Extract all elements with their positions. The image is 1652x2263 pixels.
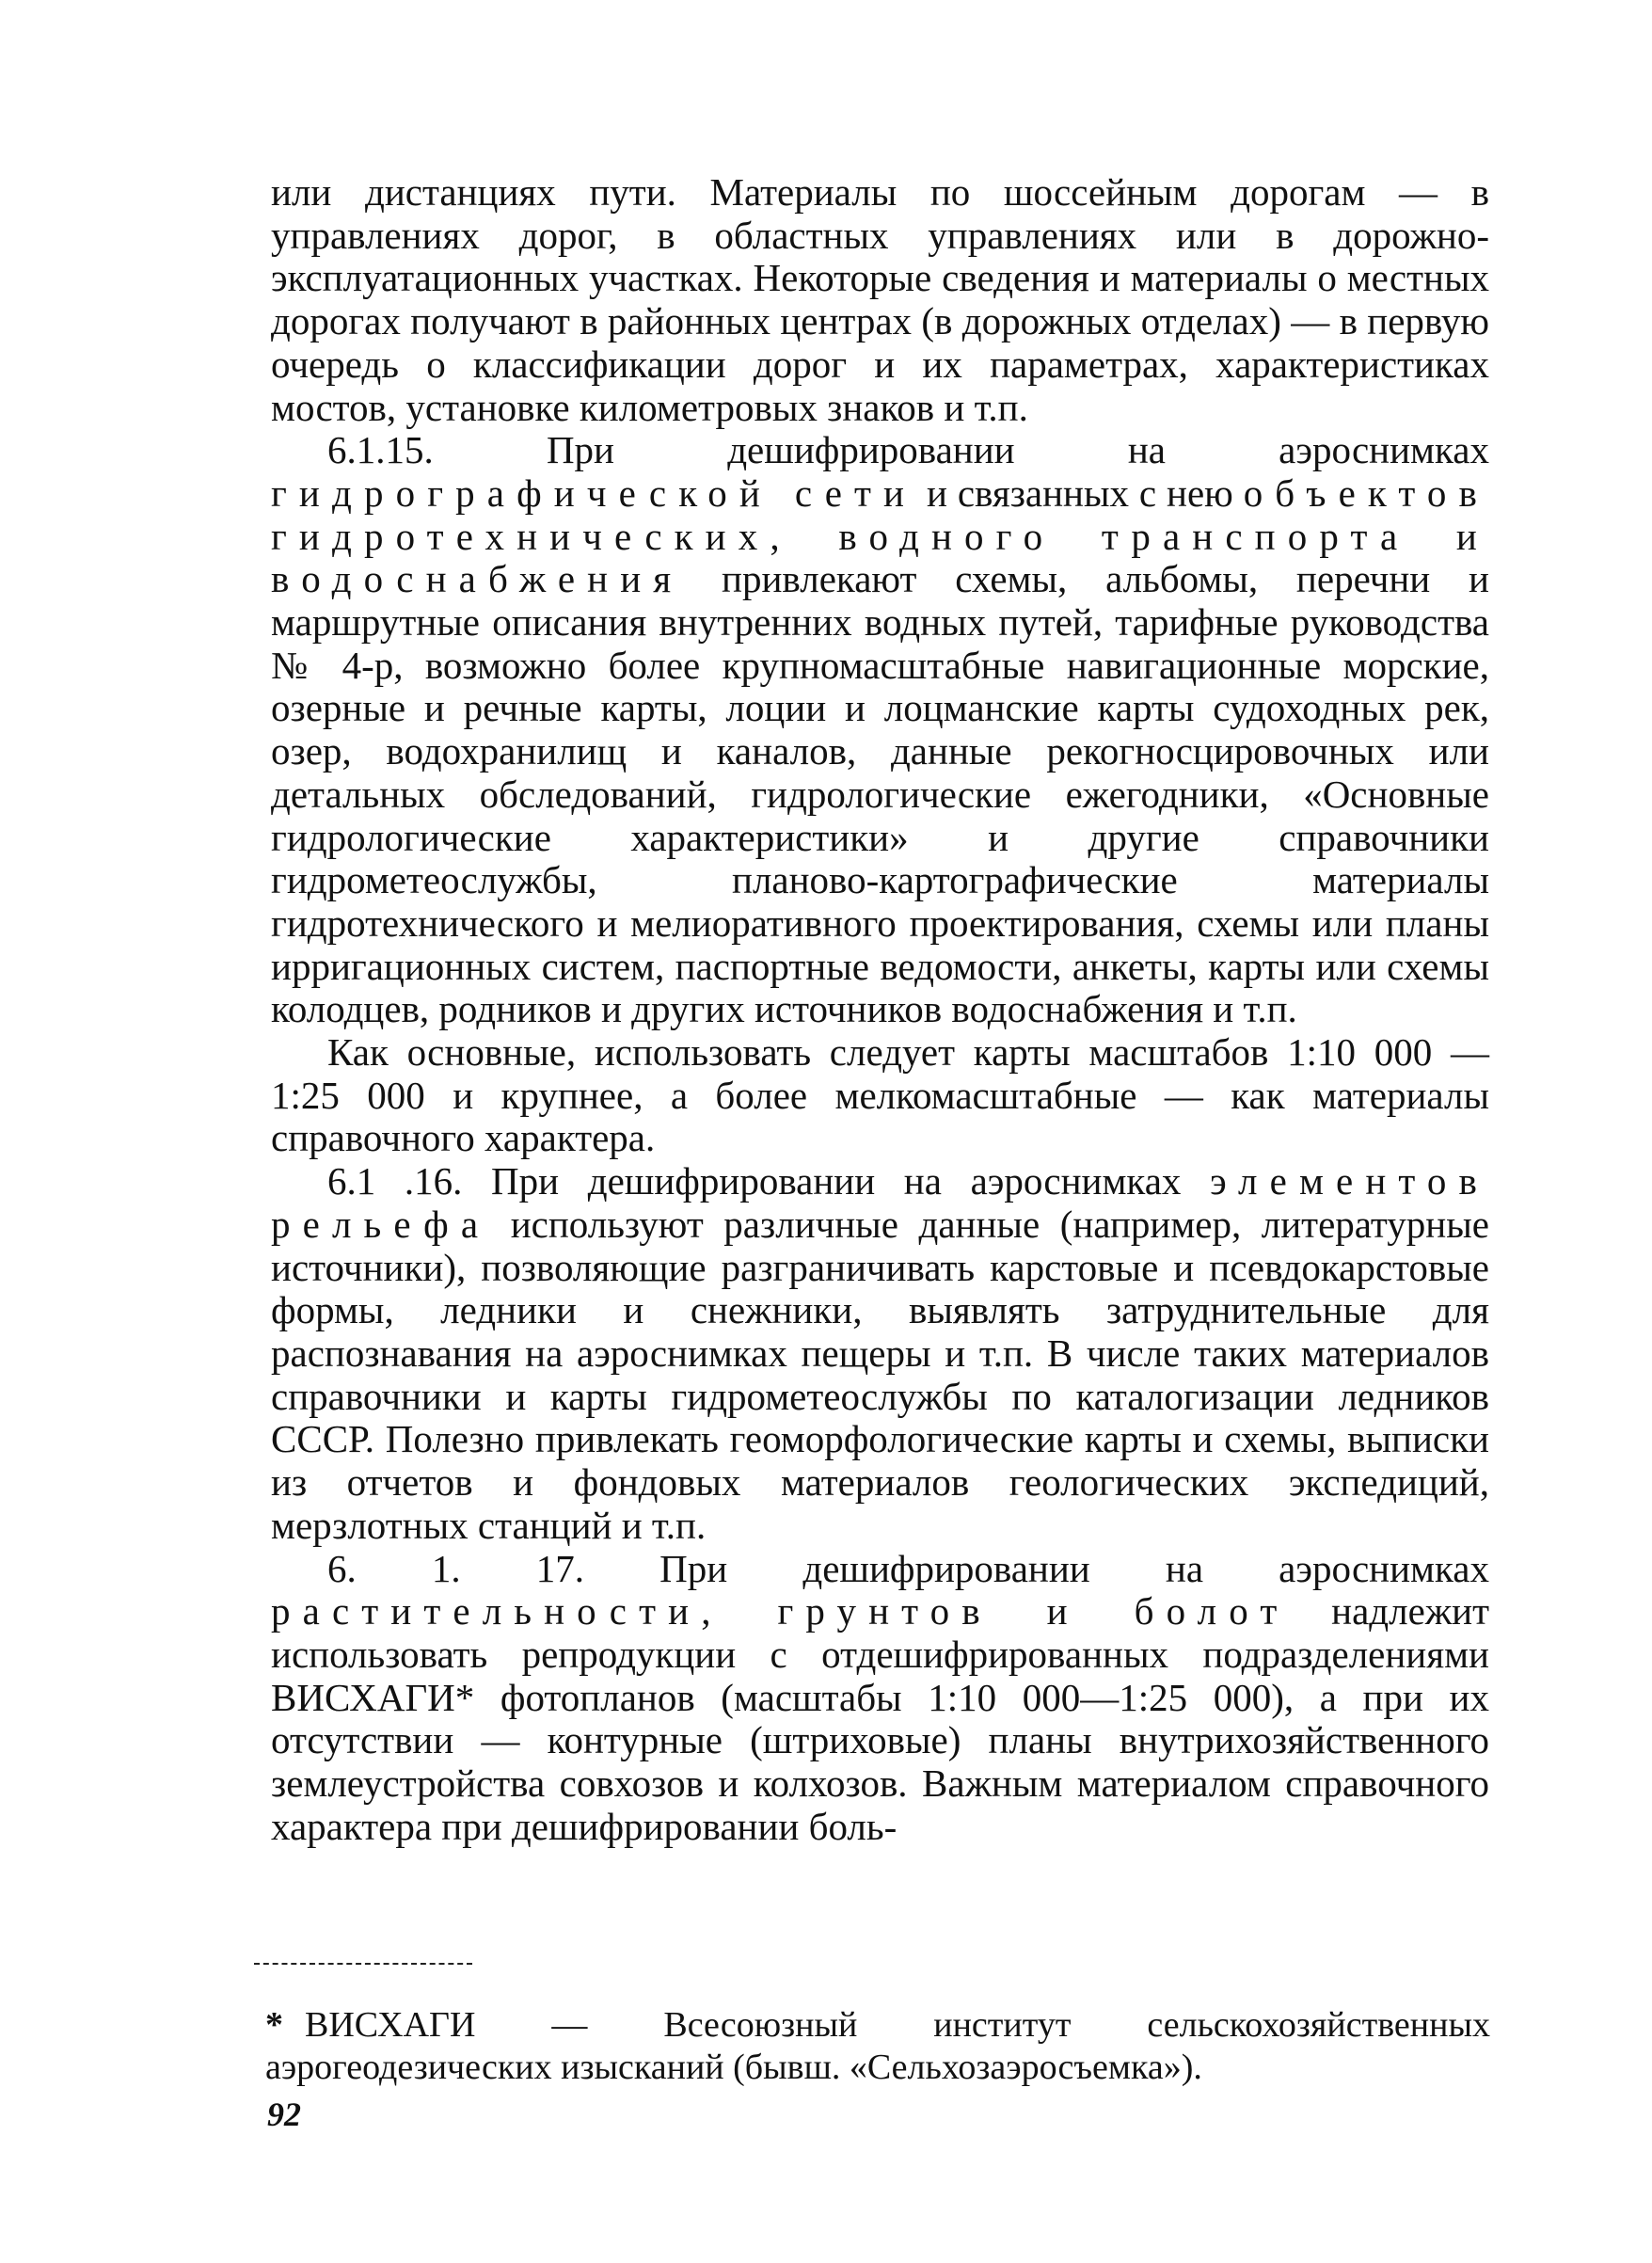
paragraph-text: Как основные, использовать следует карты масштабов 1:10 000 — 1:25 000 и крупнее, а более мелкомасштабные — как материалы справочного характера. (271, 1030, 1489, 1160)
paragraph-text: надлежит использовать репродукции с отдешифрированных подразделениями ВИСХАГИ* фотопланов (масштабы 1:10 000—1:25 000), а при их отсутствии — контурные (штриховые) планы внутрихозяйственного землеустройства совхозов и колхозов. Важным материалом справочного характера при дешифрировании боль- (271, 1589, 1490, 1848)
footnote-separator (254, 1963, 472, 1965)
footnote-mark: * (265, 2005, 283, 2045)
paragraph (271, 1548, 1489, 1849)
paragraph (271, 171, 1489, 429)
paragraph-text: 6.1 .16. При дешифрировании на аэроснимках (327, 1159, 1211, 1203)
paragraph-text: 6. 1. 17. При дешифрировании на аэроснимках (327, 1546, 1489, 1590)
paragraph-text: 6.1.15. При дешифрировании на аэроснимках (327, 428, 1489, 472)
emphasized-term: растительности, грунтов и болот (271, 1589, 1290, 1634)
paragraph-text: привлекают схемы, альбомы, перечни и маршрутные описания внутренних водных путей, тарифные руководства № 4-р, возможно более крупномасштабные навигационные морские, озерные и речные карты, лоции и лоцманские карты судоходных рек, озер, водохранилищ и каналов, данные рекогносцировочных или детальных обследований, гидрологические ежегодники, «Основные гидрологические характеристики» и другие справочники гидрометеослужбы, планово-картографические материалы гидротехнического и мелиоративного проектирования, схемы или планы ирригационных систем, паспортные ведомости, анкеты, карты или схемы колодцев, родников и других источников водоснабжения и т.п. (271, 557, 1489, 1031)
paragraph (271, 1031, 1489, 1160)
emphasized-term: элементов рельефа (271, 1159, 1489, 1246)
paragraph (271, 429, 1489, 1031)
page-number: 92 (267, 2096, 301, 2133)
paragraph (271, 1160, 1489, 1547)
paragraph-text: используют различные данные (например, литературные источники), позволяющие разграничивать карстовые и псевдокарстовые формы, ледники и снежники, выявлять затруднительные для распознавания на аэроснимках пещеры и т.п. В числе таких материалов справочники и карты гидрометеослужбы по каталогизации ледников СССР. Полезно привлекать геоморфологические карты и схемы, выписки из отчетов и фондовых материалов геологических экспедиций, мерзлотных станций и т.п. (271, 1202, 1489, 1547)
footnote (265, 2004, 1490, 2089)
emphasized-term: объектов гидротехнических, водного транспорта и водоснабжения (271, 470, 1489, 601)
paragraph-text: или дистанциях пути. Материалы по шоссейным дорогам — в управлениях дорог, в областных управлениях или в дорожно-эксплуатационных участках. Некоторые сведения и материалы о местных дорогах получают в районных центрах (в дорожных отделах) — в первую очередь о классификации дорог и их параметрах, характеристиках мостов, установке километровых знаков и т.п. (271, 170, 1489, 429)
body-text (271, 171, 1489, 1848)
paragraph-text: и связанных с нею (916, 470, 1244, 515)
emphasized-term: гидрографической сети (271, 470, 917, 515)
footnote-text: ВИСХАГИ — Всесоюзный институт сельскохозяйственных аэрогеодезических изысканий (бывш. «Сельхозаэросъемка»). (265, 2005, 1490, 2087)
